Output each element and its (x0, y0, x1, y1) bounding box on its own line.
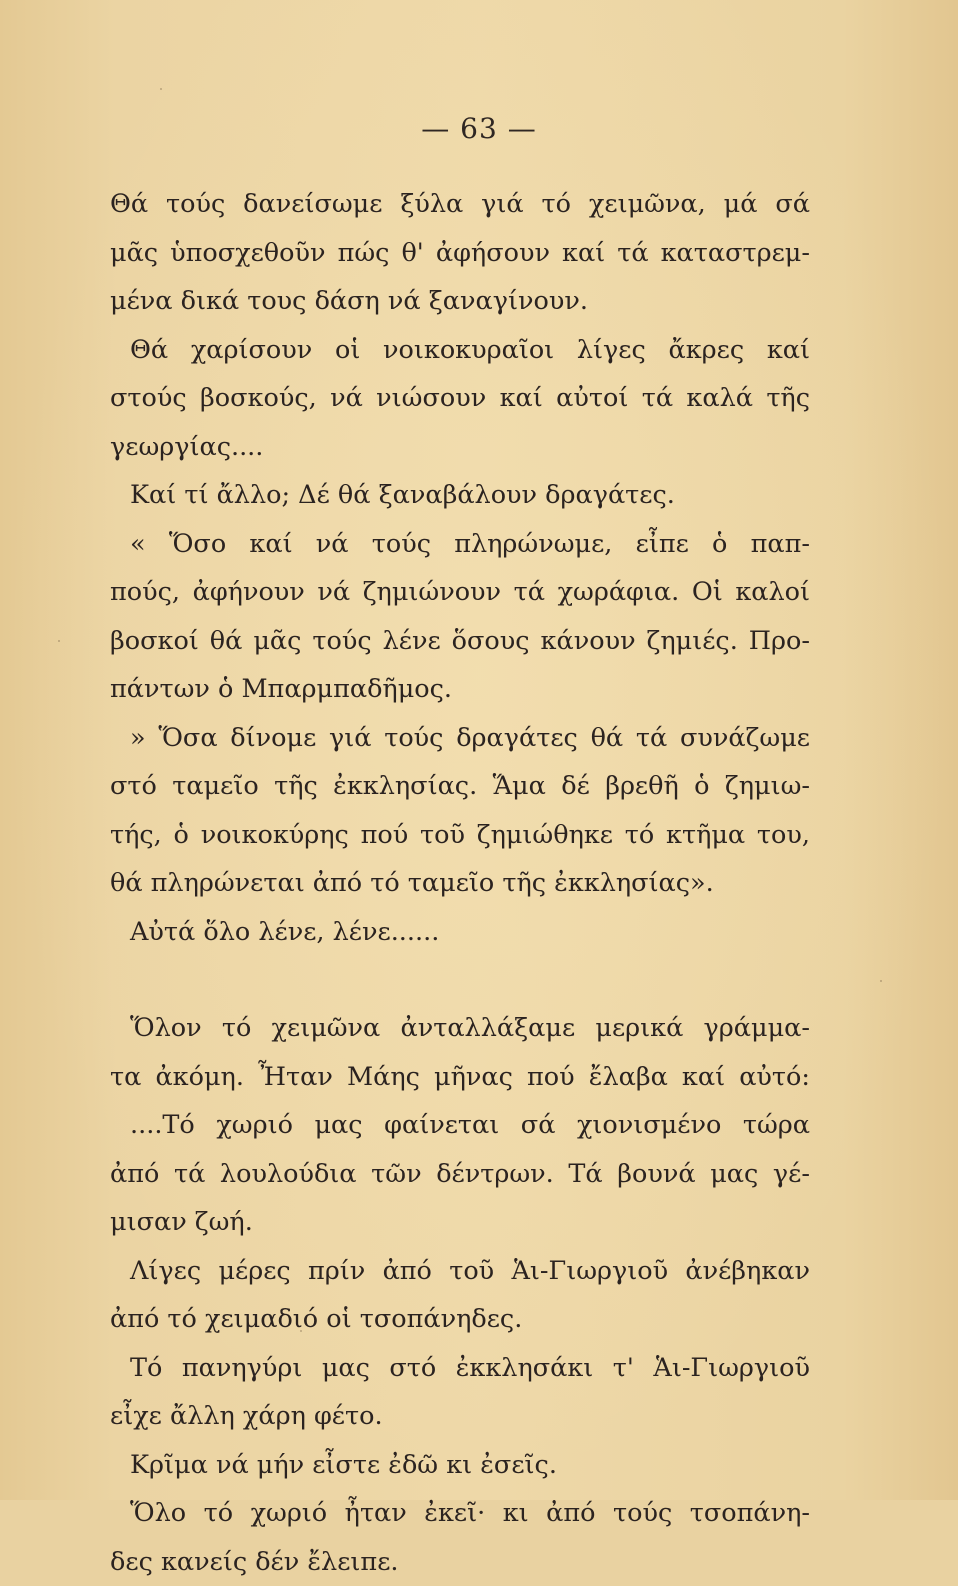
text-line: Θά τούς δανείσωμε ξύλα γιά τό χειμῶνα, μά σά (110, 180, 810, 229)
text-line: Καί τί ἄλλο; Δέ θά ξαναβάλουν δραγάτες. (110, 471, 810, 520)
text-line: πάντων ὁ Μπαρμπαδῆμος. (110, 665, 810, 714)
text-line: γεωργίας.... (110, 423, 810, 472)
text-line: ἀπό τό χειμαδιό οἱ τσοπάνηδες. (110, 1295, 810, 1344)
page-number: — 63 — (0, 112, 958, 145)
text-line: δες κανείς δέν ἔλειπε. (110, 1538, 810, 1586)
text-line: Ὅλο τό χωριό ἦταν ἐκεῖ· κι ἀπό τούς τσοπάνη- (110, 1489, 810, 1538)
text-line: εἶχε ἄλλη χάρη φέτο. (110, 1392, 810, 1441)
text-line: μᾶς ὑποσχεθοῦν πώς θ' ἀφήσουν καί τά καταστρεμ- (110, 229, 810, 278)
text-line: Αὐτά ὅλο λένε, λένε...... (110, 908, 810, 957)
text-line: Λίγες μέρες πρίν ἀπό τοῦ Ἁι-Γιωργιοῦ ἀνέβηκαν (110, 1247, 810, 1296)
text-line: ἀπό τά λουλούδια τῶν δέντρων. Τά βουνά μας γέ- (110, 1150, 810, 1199)
paper-speck (160, 88, 162, 90)
text-line: Ὅλον τό χειμῶνα ἀνταλλάξαμε μερικά γράμμα- (110, 1004, 810, 1053)
text-line: στούς βοσκούς, νά νιώσουν καί αὐτοί τά καλά τῆς (110, 374, 810, 423)
text-line: θά πληρώνεται ἀπό τό ταμεῖο τῆς ἐκκλησίας». (110, 859, 810, 908)
text-line: μένα δικά τους δάση νά ξαναγίνουν. (110, 277, 810, 326)
text-line: μισαν ζωή. (110, 1198, 810, 1247)
text-line: τα ἀκόμη. Ἦταν Μάης μῆνας πού ἔλαβα καί αὐτό: (110, 1053, 810, 1102)
text-line: τής, ὁ νοικοκύρης πού τοῦ ζημιώθηκε τό κτῆμα του, (110, 811, 810, 860)
paper-speck (300, 1330, 302, 1332)
text-line: Τό πανηγύρι μας στό ἐκκλησάκι τ' Ἁι-Γιωργιοῦ (110, 1344, 810, 1393)
text-line: ....Τό χωριό μας φαίνεται σά χιονισμένο τώρα (110, 1101, 810, 1150)
paragraph-gap (110, 956, 810, 1004)
text-line: Θά χαρίσουν οἱ νοικοκυραῖοι λίγες ἄκρες καί (110, 326, 810, 375)
text-line: Κρῖμα νά μήν εἶστε ἐδῶ κι ἐσεῖς. (110, 1441, 810, 1490)
text-line: βοσκοί θά μᾶς τούς λένε ὅσους κάνουν ζημιές. Προ- (110, 617, 810, 666)
paper-speck (58, 640, 60, 642)
text-line: » Ὅσα δίνομε γιά τούς δραγάτες θά τά συνάζωμε (110, 714, 810, 763)
text-line: στό ταμεῖο τῆς ἐκκλησίας. Ἅμα δέ βρεθῆ ὁ ζημιω- (110, 762, 810, 811)
paper-speck (880, 980, 882, 982)
text-line: « Ὅσο καί νά τούς πληρώνωμε, εἶπε ὁ παπ- (110, 520, 810, 569)
text-line: πούς, ἀφήνουν νά ζημιώνουν τά χωράφια. Οἱ καλοί (110, 568, 810, 617)
body-text (110, 180, 810, 1586)
